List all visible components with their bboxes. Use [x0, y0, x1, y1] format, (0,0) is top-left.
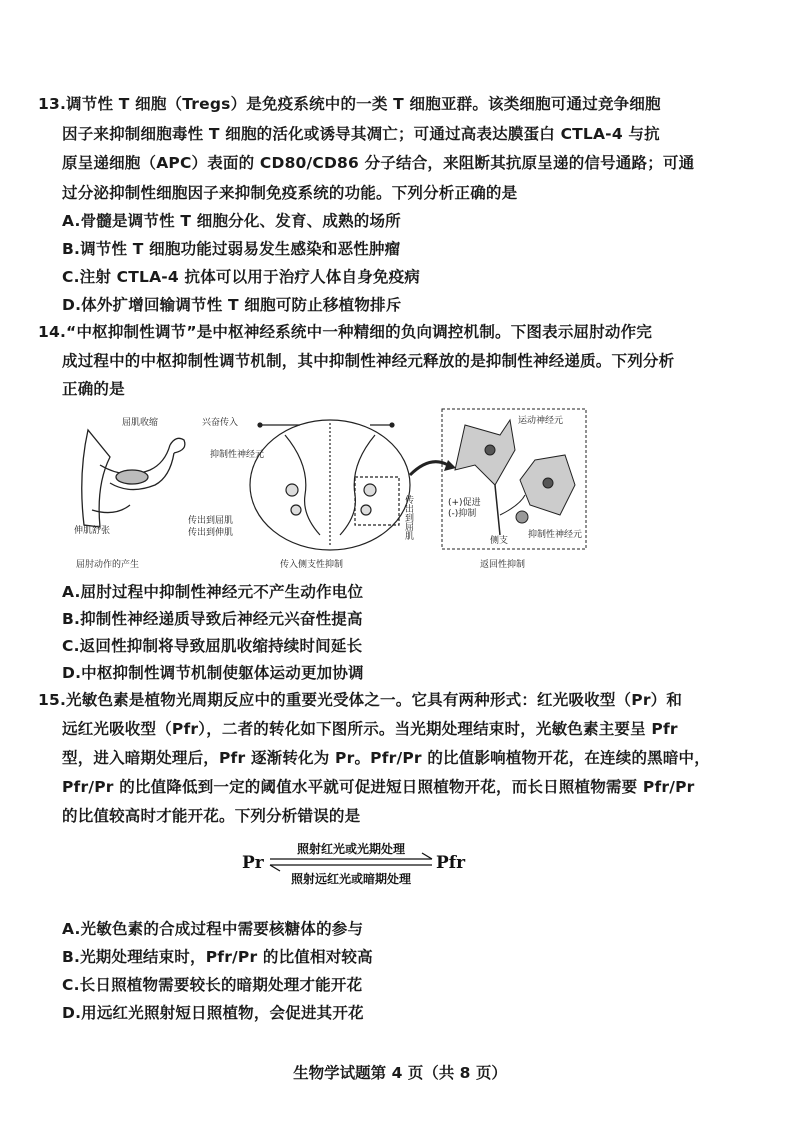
q15-option-a: A.光敏色素的合成过程中需要核糖体的参与 [62, 920, 364, 938]
q13-line-2: 因子来抑制细胞毒性 T 细胞的活化或诱导其凋亡；可通过高表达膜蛋白 CTLA-4 与抗 [62, 125, 660, 143]
label-flexor-contract: 屈肌收缩 [122, 418, 159, 428]
label-excitatory-input: 兴奋传入 [202, 418, 239, 428]
q14-line-2: 成过程中的中枢抑制性调节机制，其中抑制性神经元释放的是抑制性神经递质。下列分析 [62, 352, 675, 370]
label-extensor-relax: 伸肌舒张 [74, 526, 111, 536]
q13-option-d: D.体外扩增回输调节性 T 细胞可防止移植物排斥 [62, 296, 402, 314]
caption-recurrent-inhibition: 返回性抑制 [480, 560, 526, 570]
phytochrome-conversion-equation [240, 838, 480, 888]
reverse-arrow-head [270, 865, 280, 871]
label-out-to-flexor-vertical: 传出到屈肌 [403, 495, 413, 540]
label-out-to-flexor: 传出到屈肌 [188, 516, 234, 526]
label-motor-neuron: 运动神经元 [518, 416, 564, 426]
caption-elbow-flexion: 屈肘动作的产生 [76, 560, 140, 570]
spinal-cord-illustration [250, 420, 456, 550]
q14-option-a: A.屈肘过程中抑制性神经元不产生动作电位 [62, 583, 364, 601]
equation-pr: Pr [242, 853, 264, 873]
q14-option-c: C.返回性抑制将导致屈肌收缩持续时间延长 [62, 637, 363, 655]
forward-condition: 照射红光或光期处理 [296, 842, 406, 856]
q15-option-c: C.长日照植物需要较长的暗期处理才能开花 [62, 976, 363, 994]
reverse-condition: 照射远红光或暗期处理 [290, 872, 412, 886]
q14-line-3: 正确的是 [62, 380, 125, 398]
q14-figure [70, 405, 590, 575]
caption-afferent-collateral: 传入侧支性抑制 [280, 560, 344, 570]
q15-line-5: 的比值较高时才能开花。下列分析错误的是 [62, 807, 361, 825]
label-promote: (+)促进 [448, 498, 481, 508]
q15-option-d: D.用远红光照射短日照植物，会促进其开花 [62, 1004, 364, 1022]
q15-line-4: Pfr/Pr 的比值降低到一定的阈值水平就可促进短日照植物开花，而长日照植物需要 Pfr/Pr [62, 778, 695, 796]
q15-line-3: 型，进入暗期处理后，Pfr 逐渐转化为 Pr。Pfr/Pr 的比值影响植物开花，在连续的黑暗中， [62, 749, 710, 767]
q14-line-1: 14.“中枢抑制性调节”是中枢神经系统中一种精细的负向调控机制。下图表示屈肘动作完 [38, 323, 653, 341]
q14-option-b: B.抑制性神经递质导致后神经元兴奋性提高 [62, 610, 363, 628]
q13-option-a: A.骨髓是调节性 T 细胞分化、发育、成熟的场所 [62, 212, 401, 230]
q13-option-b: B.调节性 T 细胞功能过弱易发生感染和恶性肿瘤 [62, 240, 401, 258]
q15-line-1: 15.光敏色素是植物光周期反应中的重要光受体之一。它具有两种形式：红光吸收型（Pr）和 [38, 691, 683, 709]
label-collateral: 侧支 [490, 536, 509, 546]
label-inhibit: (-)抑制 [448, 509, 477, 519]
q15-line-2: 远红光吸收型（Pfr），二者的转化如下图所示。当光期处理结束时，光敏色素主要呈 Pfr [62, 720, 678, 738]
q13-line-1: 13.调节性 T 细胞（Tregs）是免疫系统中的一类 T 细胞亚群。该类细胞可通过竞争细胞 [38, 95, 661, 113]
q13-line-3: 原呈递细胞（APC）表面的 CD80/CD86 分子结合，来阻断其抗原呈递的信号通路；可通 [62, 154, 695, 172]
conversion-arrows [240, 838, 480, 888]
q13-line-4: 过分泌抑制性细胞因子来抑制免疫系统的功能。下列分析正确的是 [62, 184, 518, 202]
label-out-to-extensor: 传出到伸肌 [188, 528, 234, 538]
equation-pfr: Pfr [436, 853, 466, 873]
q13-option-c: C.注射 CTLA-4 抗体可以用于治疗人体自身免疫病 [62, 268, 420, 286]
page-footer: 生物学试题第 4 页（共 8 页） [293, 1064, 507, 1082]
neural-inhibition-diagram [70, 405, 590, 575]
label-inhibitory-neuron-right: 抑制性神经元 [528, 530, 583, 540]
arm-illustration [82, 430, 185, 527]
q14-option-d: D.中枢抑制性调节机制使躯体运动更加协调 [62, 664, 364, 682]
label-inhibitory-neuron: 抑制性神经元 [210, 450, 265, 460]
q15-option-b: B.光期处理结束时，Pfr/Pr 的比值相对较高 [62, 948, 373, 966]
forward-arrow-head [422, 853, 432, 859]
